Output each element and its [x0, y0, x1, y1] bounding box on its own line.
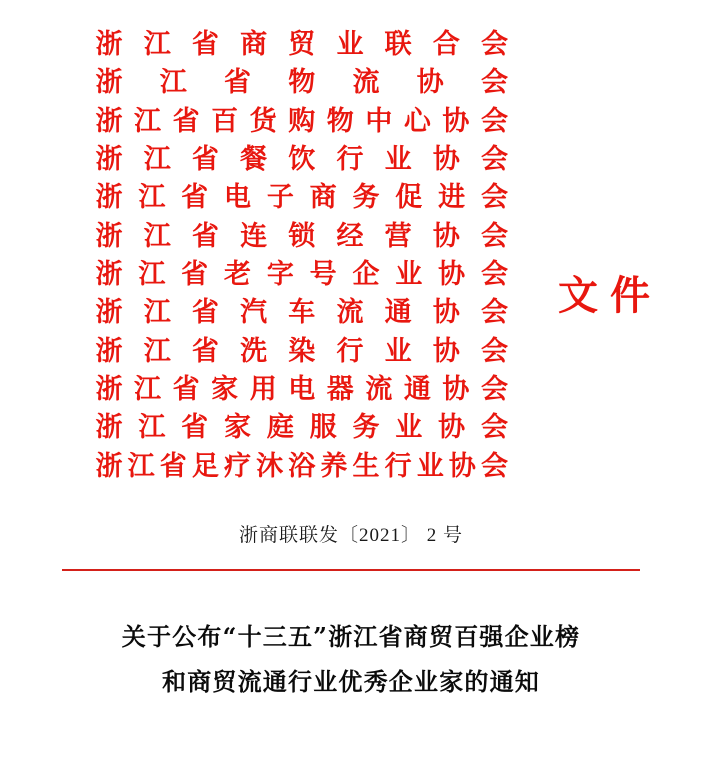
organization-line: [96, 294, 509, 332]
organization-char: 字: [266, 258, 295, 290]
organization-char: 商: [240, 29, 268, 60]
organization-char: 会: [481, 67, 509, 99]
organization-char: 通: [403, 373, 432, 405]
organization-char: 连: [240, 220, 268, 252]
organization-char: 浙: [95, 297, 123, 329]
document-title: [0, 615, 702, 704]
organization-char: 浙: [95, 182, 123, 214]
organization-char: 会: [481, 143, 509, 175]
organization-line: [96, 256, 509, 294]
organization-char: 会: [481, 220, 509, 252]
organization-char: 省: [191, 29, 220, 60]
organization-char: 器: [326, 373, 355, 405]
organization-char: 业: [336, 29, 364, 60]
organization-char: 业: [395, 258, 423, 290]
organization-char: 电: [223, 182, 252, 214]
organization-char: 省: [191, 143, 220, 175]
organization-char: 会: [480, 373, 509, 405]
organization-char: 浙: [95, 373, 123, 405]
organization-char: 饮: [288, 143, 316, 175]
organization-char: 企: [352, 258, 380, 290]
organization-line: [96, 448, 509, 486]
organization-char: 行: [384, 450, 413, 482]
organization-char: 江: [138, 182, 166, 214]
organization-char: 会: [481, 29, 509, 60]
organization-char: 疗: [224, 450, 252, 482]
organization-char: 协: [438, 258, 466, 290]
organization-char: 号: [309, 258, 338, 290]
organization-char: 购: [288, 105, 316, 137]
organization-char: 务: [352, 412, 380, 444]
organization-char: 业: [416, 450, 445, 482]
organization-char: 会: [481, 450, 509, 482]
organization-char: 江: [127, 450, 156, 482]
organization-char: 业: [395, 412, 423, 444]
organization-char: 协: [432, 143, 461, 175]
organization-char: 浙: [95, 105, 123, 137]
organization-char: 用: [249, 373, 278, 405]
organization-char: 协: [416, 67, 445, 99]
organization-char: 会: [481, 335, 509, 367]
organization-char: 江: [143, 143, 172, 175]
organization-char: 锁: [288, 220, 316, 252]
organization-char: 联: [384, 29, 413, 60]
organization-char: 家: [211, 373, 239, 405]
document-number: 浙商联联发〔2021〕 2 号: [238, 524, 463, 546]
organization-char: 进: [438, 182, 466, 214]
organization-char: 浙: [95, 220, 123, 252]
issuing-organizations-list: [62, 26, 542, 486]
organization-char: 江: [134, 105, 162, 137]
organization-line: [96, 64, 509, 102]
organization-char: 协: [432, 220, 461, 252]
organization-char: 子: [266, 182, 295, 214]
organization-char: 江: [134, 373, 162, 405]
organization-char: 生: [352, 450, 380, 482]
organization-char: 会: [480, 258, 509, 290]
organization-char: 流: [352, 67, 380, 99]
organization-char: 江: [143, 220, 172, 252]
organization-char: 流: [365, 373, 393, 405]
organization-char: 物: [288, 67, 316, 99]
organization-char: 业: [384, 143, 413, 175]
organization-char: 沐: [256, 450, 284, 482]
organization-char: 省: [181, 182, 209, 214]
organization-char: 浙: [95, 143, 123, 175]
organization-char: 养: [320, 450, 348, 482]
organization-char: 百: [211, 105, 239, 137]
organization-char: 车: [288, 297, 316, 329]
organization-char: 省: [224, 67, 252, 99]
organization-char: 中: [365, 105, 393, 137]
organization-char: 物: [326, 105, 355, 137]
organization-char: 会: [480, 412, 509, 444]
organization-char: 营: [384, 220, 413, 252]
organization-char: 家: [223, 412, 252, 444]
organization-char: 江: [143, 297, 172, 329]
document-type-label: 文件: [558, 272, 662, 319]
organization-char: 江: [138, 412, 166, 444]
organization-char: 商: [309, 182, 338, 214]
organization-line: [96, 179, 509, 217]
organization-char: 省: [159, 450, 188, 482]
organization-char: 江: [143, 335, 172, 367]
organization-char: 省: [181, 412, 209, 444]
organization-char: 足: [191, 450, 220, 482]
organization-char: 汽: [240, 297, 268, 329]
organization-char: 浙: [95, 450, 123, 482]
organization-char: 服: [309, 412, 338, 444]
organization-char: 省: [181, 258, 209, 290]
organization-char: 浙: [95, 29, 123, 60]
organization-char: 江: [159, 67, 188, 99]
organization-char: 心: [403, 105, 432, 137]
organization-char: 浙: [95, 258, 123, 290]
organization-char: 省: [191, 335, 220, 367]
organization-char: 省: [191, 220, 220, 252]
organization-char: 老: [223, 258, 252, 290]
organization-char: 会: [481, 297, 509, 329]
organization-char: 流: [336, 297, 364, 329]
document-title-line-2: 和商贸流通行业优秀企业家的通知: [162, 666, 540, 696]
organization-char: 经: [336, 220, 364, 252]
organization-char: 协: [432, 297, 461, 329]
organization-char: 会: [480, 182, 509, 214]
organization-char: 电: [288, 373, 316, 405]
organization-char: 庭: [266, 412, 295, 444]
organization-char: 协: [442, 373, 470, 405]
organization-char: 货: [249, 105, 278, 137]
organization-char: 染: [288, 335, 316, 367]
organization-line: [96, 333, 509, 371]
organization-char: 协: [432, 335, 461, 367]
organization-char: 浴: [288, 450, 316, 482]
organization-char: 协: [442, 105, 470, 137]
organization-char: 贸: [288, 29, 316, 60]
organization-char: 协: [438, 412, 466, 444]
organization-char: 省: [172, 105, 201, 137]
organization-char: 合: [432, 29, 461, 60]
organization-line: [96, 218, 509, 256]
organization-char: 行: [336, 335, 364, 367]
organization-char: 省: [191, 297, 220, 329]
organization-char: 洗: [240, 335, 268, 367]
organization-char: 浙: [95, 335, 123, 367]
organization-char: 浙: [95, 67, 123, 99]
organization-char: 餐: [240, 143, 268, 175]
organization-char: 通: [384, 297, 413, 329]
organization-char: 江: [138, 258, 166, 290]
organization-line: [96, 141, 509, 179]
organization-char: 会: [480, 105, 509, 137]
organization-char: 务: [352, 182, 380, 214]
document-title-line-1: 关于公布“十三五”浙江省商贸百强企业榜: [121, 622, 581, 652]
organization-line: [96, 26, 509, 64]
organization-line: [96, 371, 509, 409]
organization-char: 促: [395, 182, 423, 214]
organization-char: 浙: [95, 412, 123, 444]
organization-char: 省: [172, 373, 201, 405]
organization-char: 协: [448, 450, 477, 482]
organization-line: [96, 103, 509, 141]
organization-char: 江: [143, 29, 172, 60]
organization-line: [96, 409, 509, 447]
header-divider-rule: [62, 569, 640, 572]
organization-char: 行: [336, 143, 364, 175]
organization-char: 业: [384, 335, 413, 367]
